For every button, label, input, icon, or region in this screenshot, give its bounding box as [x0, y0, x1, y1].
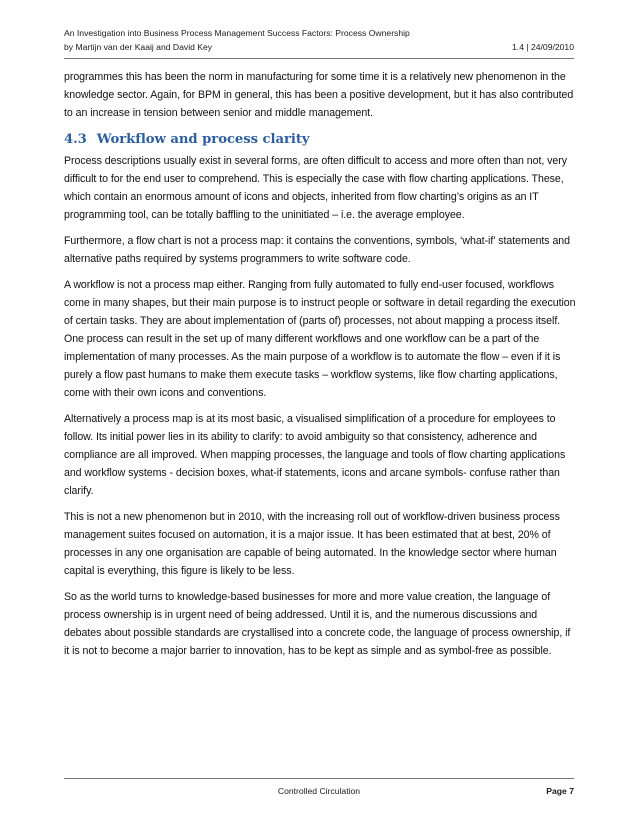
body-paragraph: This is not a new phenomenon but in 2010, with the increasing roll out of workflow-driven business process management suites focused on automation, it is a major issue. It has been estimated that at best, 20% of processes in any one organisation are capable of being automated. In the knowledge sector where human capital is everything, this figure is likely to be less.	[64, 511, 560, 577]
header-meta-row	[64, 40, 574, 54]
page-footer	[64, 784, 574, 798]
body-paragraph: A workflow is not a process map either. Ranging from fully automated to fully end-user focused, workflows come in many shapes, but their main purpose is to instruct people or software in detail regarding the execution of certain tasks. They are about implementation of (parts of) processes, not about mapping a process itself. One process can result in the set up of many different workflows and one workflow can be a part of the implementation of many processes. As the main purpose of a workflow is to automate the flow – even if it is purely a flow past humans to make them execute tasks – workflow systems, like flow charting applications, come with their own icons and conventions.	[64, 279, 576, 399]
document-authors: by Martijn van der Kaaij and David Key	[64, 42, 213, 52]
page-body	[64, 68, 576, 668]
page-header	[64, 26, 574, 54]
page-number: Page 7	[546, 786, 574, 796]
intro-paragraph: programmes this has been the norm in manufacturing for some time it is a relatively new phenomenon in the knowledge sector. Again, for BPM in general, this has been a positive development, but it has also contributed to an increase in tension between senior and middle management.	[64, 71, 574, 119]
body-paragraph: Furthermore, a flow chart is not a process map: it contains the conventions, symbols, ‘what-if’ statements and alternative paths required by systems programmers to write software code.	[64, 235, 570, 265]
document-title: An Investigation into Business Process Management Success Factors: Process Ownership	[64, 28, 410, 38]
section-title: Workflow and process clarity	[96, 132, 310, 147]
circulation-label: Controlled Circulation	[277, 786, 361, 796]
body-paragraph: Process descriptions usually exist in several forms, are often difficult to access and more often than not, very difficult to for the end user to comprehend. This is especially the case with flow charting applications. These, which contain an enormous amount of icons and objects, inherited from flow charting’s origins as an IT programming tool, can be totally baffling to the uninitiated – i.e. the average employee.	[64, 155, 567, 221]
body-paragraph: Alternatively a process map is at its most basic, a visualised simplification of a procedure for employees to follow. Its initial power lies in its ability to clarify: to avoid ambiguity so that consistency, adherence and compliance are all improved. When mapping processes, the language and tools of flow charting applications and workflow systems - decision boxes, what-if statements, icons and arcane symbols- confuse rather than clarify.	[64, 413, 566, 497]
body-paragraph: So as the world turns to knowledge-based businesses for more and more value creation, the language of process ownership is in urgent need of being addressed. Until it is, and the numerous discussions and debates about possible standards are crystallised into a concrete code, the language of process ownership, if it is not to become a major barrier to innovation, has to be kept as simple and as symbol-free as possible.	[64, 591, 571, 657]
header-divider	[64, 58, 574, 59]
footer-divider	[64, 778, 574, 779]
section-number: 4.3	[64, 132, 87, 147]
version-date: 1.4 | 24/09/2010	[512, 42, 574, 52]
section-heading	[64, 130, 576, 150]
